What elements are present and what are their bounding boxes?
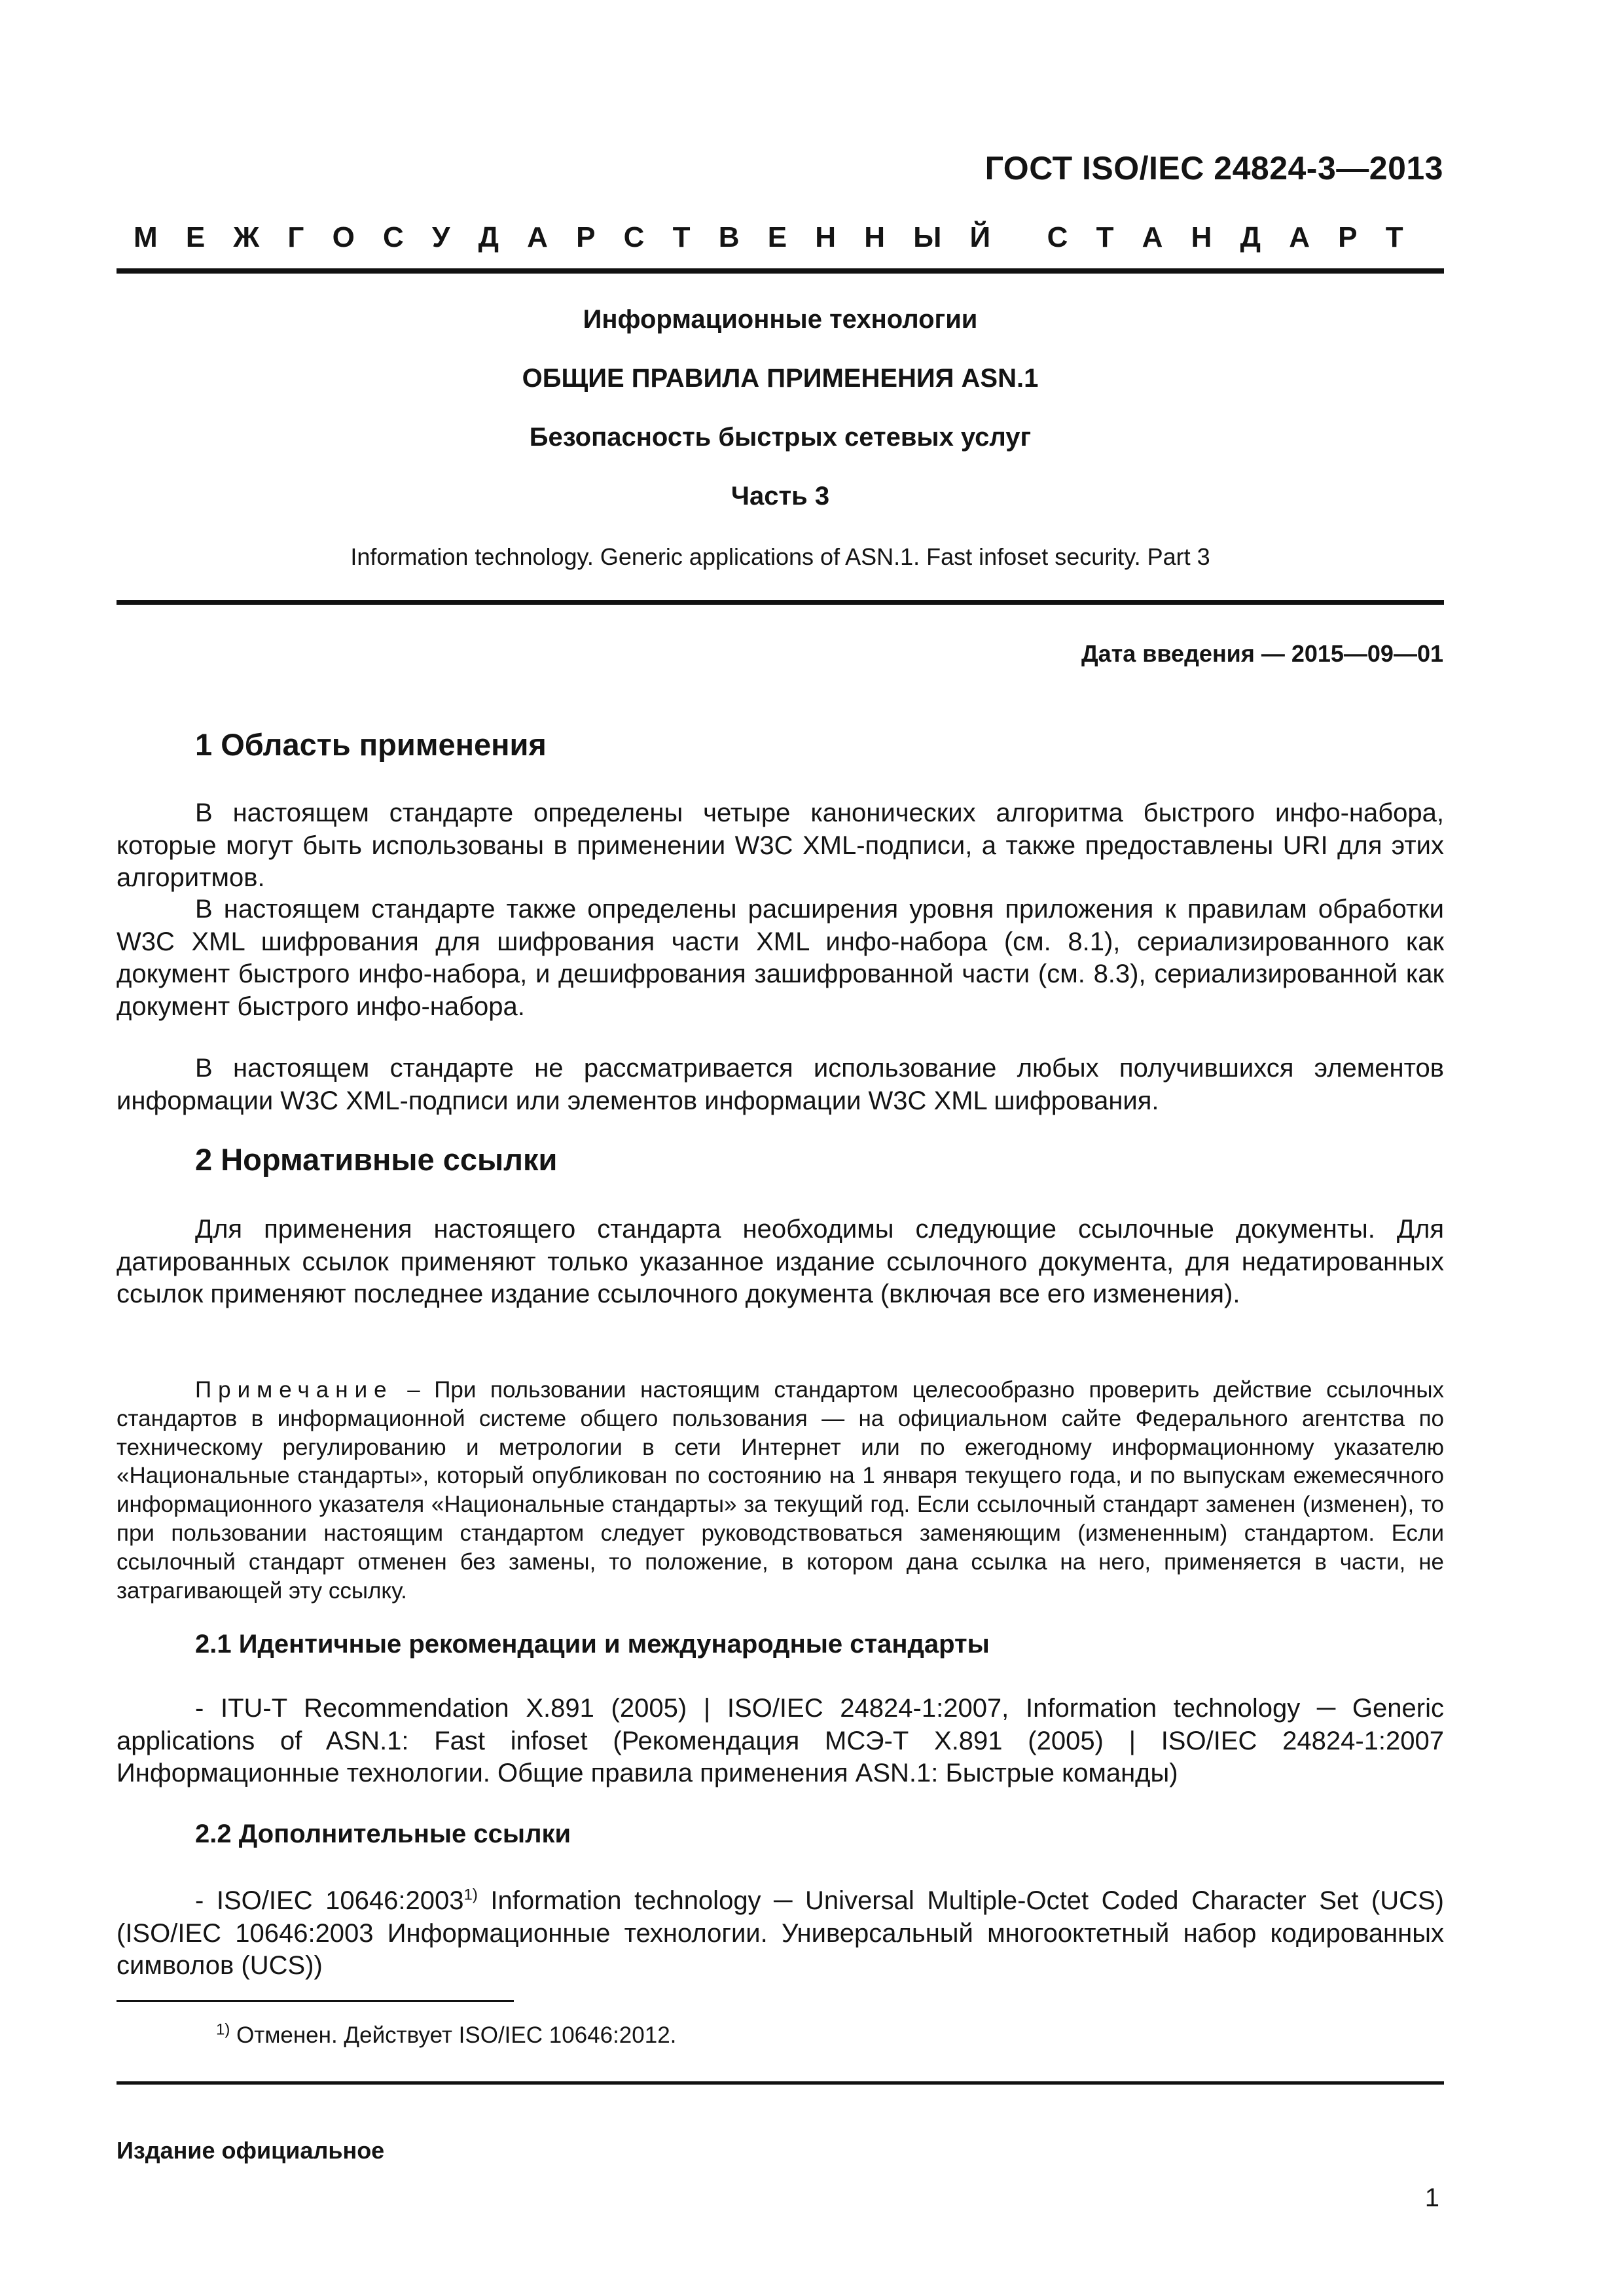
note-paragraph [117, 1376, 1444, 1605]
standard-type-letter: В [718, 221, 740, 253]
standard-type-letter: Е [767, 221, 787, 253]
standard-type-letter: Д [1240, 221, 1261, 253]
footnote-text: Отменен. Действует ISO/IEC 10646:2012. [230, 2022, 677, 2048]
standard-type-heading [134, 221, 1403, 254]
subsection-2-1-item: - ITU-T Recommendation X.891 (2005) | ISO/IEC 24824-1:2007, Information technology ─ Generic applications of ASN.1: Fast infoset (Рекомендация МСЭ-Т X.891 (2005) | ISO/IEC 24824-1:2007 Информационные технологии. Общие правила применения ASN.1: Быстрые команды) [117, 1694, 1444, 1787]
standard-type-letter: С [623, 221, 645, 253]
english-title: Information technology. Generic applications of ASN.1. Fast infoset security. Part 3 [350, 543, 1210, 570]
title-line-1: Информационные технологии [583, 305, 978, 334]
standard-type-letter: Р [1338, 221, 1358, 253]
standard-type-letter: О [332, 221, 355, 253]
section-1-paragraph-3: В настоящем стандарте не рассматривается использование любых получившихся элементов информации W3C XML-подписи или элементов информации W3C XML шифрования. [117, 1054, 1444, 1115]
standard-type-letter: С [1047, 221, 1068, 253]
note-label: Примечание [195, 1377, 393, 1403]
title-line-3: Безопасность быстрых сетевых услуг [529, 423, 1032, 452]
standard-type-letter: Т [1385, 221, 1403, 253]
standard-type-letter: У [431, 221, 450, 253]
standard-type-letter: Т [672, 221, 691, 253]
title-rule [117, 600, 1444, 605]
standard-type-letter: Ы [913, 221, 942, 253]
footnote-reference[interactable]: 1) [463, 1886, 478, 1904]
standard-type-letter: Н [1191, 221, 1212, 253]
reference-designation: - ISO/IEC 10646:2003 [195, 1886, 464, 1915]
standard-type-letter: А [1289, 221, 1310, 253]
subsection-2-1-heading: 2.1 Идентичные рекомендации и международные стандарты [195, 1630, 990, 1659]
standard-type-letter: Н [815, 221, 837, 253]
standard-type-letter: А [1142, 221, 1163, 253]
footnote [216, 2022, 676, 2049]
note-text: – При пользовании настоящим стандартом целесообразно проверить действие ссылочных стандартов в информационной системе общего пользования — на официальном сайте Федерального агентства по техническому регулированию и метрологии в сети Интернет или по ежегодному информационному указателю «Национальные стандарты», который опубликован по состоянию на 1 января текущего года, и по выпускам ежемесячного информационного указателя «Национальные стандарты» за текущий год. Если ссылочный стандарт заменен (изменен), то при пользовании настоящим стандартом следует руководствоваться заменяющим (измененным) стандартом. Если ссылочный стандарт отменен без замены, то положение, в котором дана ссылка на него, применяется в части, не затрагивающей эту ссылку. [117, 1377, 1444, 1604]
header-rule [117, 268, 1444, 274]
section-1-paragraph-1: В настоящем стандарте определены четыре канонических алгоритма быстрого инфо-набора, которые могут быть использованы в применении W3C XML-подписи, а также предоставлены URI для этих алгоритмов. [117, 798, 1444, 892]
section-1-heading: 1 Область применения [195, 727, 547, 762]
subsection-2-2-item [117, 1885, 1444, 1982]
introduction-date: Дата введения — 2015—09—01 [1081, 640, 1443, 667]
standard-type-letter: Д [478, 221, 499, 253]
page-number: 1 [1424, 2183, 1439, 2212]
title-line-2: ОБЩИЕ ПРАВИЛА ПРИМЕНЕНИЯ ASN.1 [522, 364, 1039, 393]
standard-type-letter: Г [287, 221, 304, 253]
standard-type-letter: М [134, 221, 158, 253]
reference-title: Information technology ─ Universal Multiple-Octet Coded Character Set (UCS) (ISO/IEC 10646:2003 Информационные технологии. Универсальный многооктетный набор кодированных символов (UCS)) [117, 1886, 1444, 1980]
standard-type-letter: Й [969, 221, 991, 253]
footnote-separator [117, 2000, 514, 2002]
standard-type-letter: С [383, 221, 404, 253]
section-1-paragraph-2: В настоящем стандарте также определены расширения уровня приложения к правилам обработки W3C XML шифрования для шифрования части XML инфо-набора (см. 8.1), сериализированного как документ быстрого инфо-набора, и дешифрования зашифрованной части (см. 8.3), сериализированной как документ быстрого инфо-набора. [117, 895, 1444, 1021]
footnote-marker: 1) [216, 2020, 230, 2039]
footer-rule [117, 2081, 1444, 2085]
standard-type-letter: А [527, 221, 548, 253]
standard-designation: ГОСТ ISO/IEC 24824-3—2013 [984, 150, 1443, 187]
title-part: Часть 3 [731, 482, 830, 511]
subsection-2-2-heading: 2.2 Дополнительные ссылки [195, 1820, 571, 1848]
standard-type-letter: Т [1096, 221, 1114, 253]
section-2-paragraph-1: Для применения настоящего стандарта необходимы следующие ссылочные документы. Для датированных ссылок применяют только указанное издание ссылочного документа, для недатированных ссылок применяют последнее издание ссылочного документа (включая все его изменения). [117, 1215, 1444, 1308]
standard-type-letter: Ж [233, 221, 260, 253]
section-2-heading: 2 Нормативные ссылки [195, 1142, 558, 1177]
standard-type-letter: Н [864, 221, 886, 253]
standard-type-letter: Р [576, 221, 596, 253]
standard-type-letter: Е [185, 221, 206, 253]
edition-label: Издание официальное [117, 2137, 385, 2164]
